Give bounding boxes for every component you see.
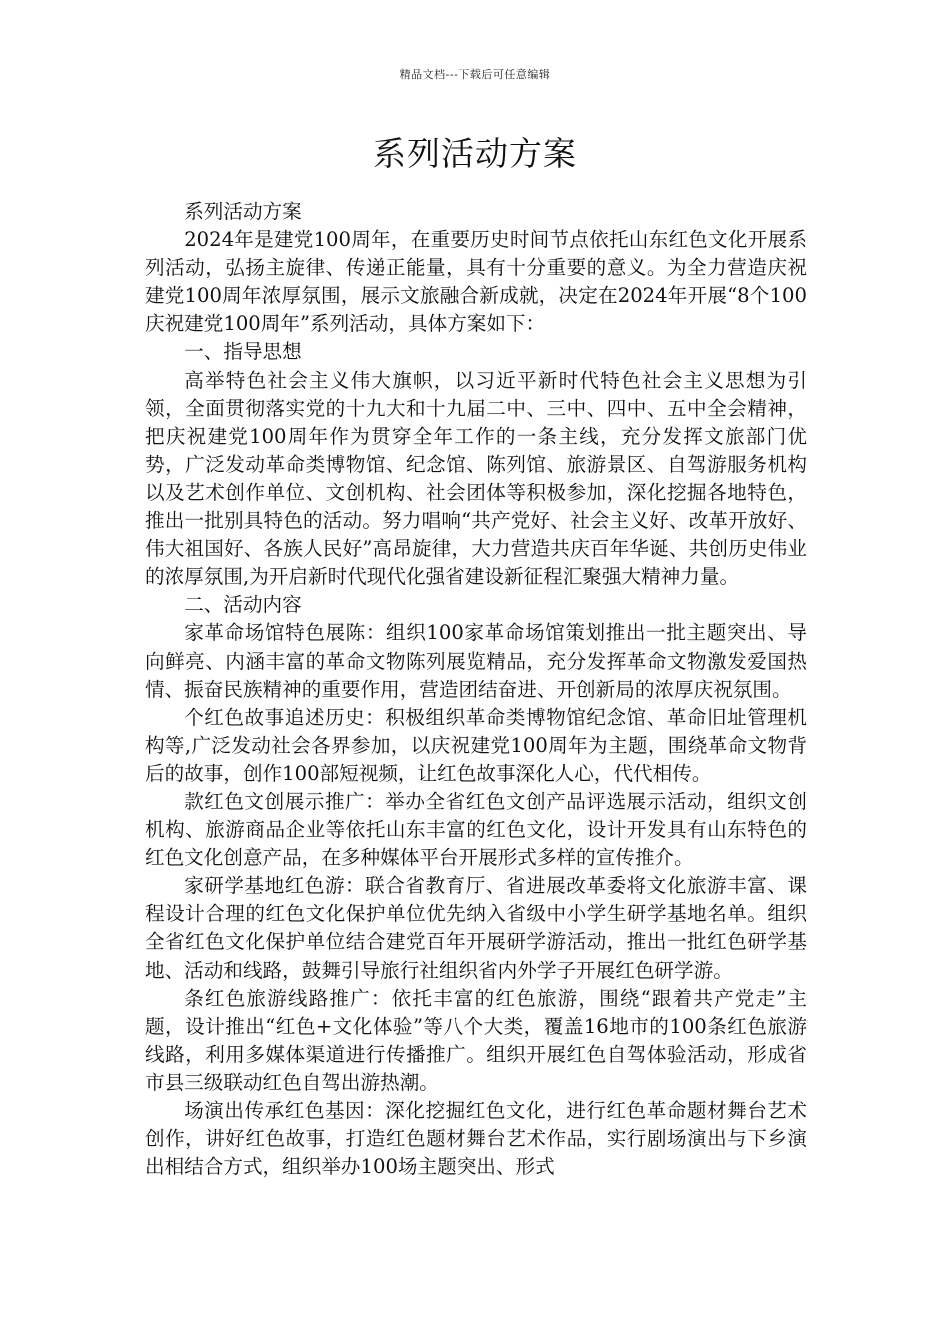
body-paragraph: 个红色故事追述历史：积极组织革命类博物馆纪念馆、革命旧址管理机构等,广泛发动社会各界参加，以庆祝建党100周年为主题，围绕革命文物背后的故事，创作100部短视频，让红色故事深化人心，代代相传。 <box>145 705 807 785</box>
document-body <box>145 198 807 1181</box>
section-heading: 一、指导思想 <box>184 340 302 364</box>
document-title: 系列活动方案 <box>373 134 577 173</box>
section-heading: 二、活动内容 <box>184 593 302 617</box>
body-paragraph: 2024年是建党100周年，在重要历史时间节点依托山东红色文化开展系列活动，弘扬主旋律、传递正能量，具有十分重要的意义。为全力营造庆祝建党100周年浓厚氛围，展示文旅融合新成就，决定在2024年开展“8个100庆祝建党100周年”系列活动，具体方案如下： <box>145 228 807 336</box>
body-paragraph: 条红色旅游线路推广：依托丰富的红色旅游，围绕“跟着共产党走”主题，设计推出“红色+文化体验”等八个大类，覆盖16地市的100条红色旅游线路，利用多媒体渠道进行传播推广。组织开展红色自驾体验活动，形成省市县三级联动红色自驾出游热潮。 <box>145 986 807 1094</box>
body-paragraph: 款红色文创展示推广：举办全省红色文创产品评选展示活动，组织文创机构、旅游商品企业等依托山东丰富的红色文化，设计开发具有山东特色的红色文化创意产品，在多种媒体平台开展形式多样的宣传推介。 <box>145 789 807 870</box>
body-paragraph: 家研学基地红色游：联合省教育厅、省进展改革委将文化旅游丰富、课程设计合理的红色文化保护单位优先纳入省级中小学生研学基地名单。组织全省红色文化保护单位结合建党百年开展研学游活动，推出一批红色研学基地、活动和线路，鼓舞引导旅行社组织省内外学子开展红色研学游。 <box>145 874 807 982</box>
body-paragraph: 场演出传承红色基因：深化挖掘红色文化，进行红色革命题材舞台艺术创作，讲好红色故事，打造红色题材舞台艺术作品，实行剧场演出与下乡演出相结合方式，组织举办100场主题突出、形式 <box>145 1099 807 1179</box>
body-paragraph: 家革命场馆特色展陈：组织100家革命场馆策划推出一批主题突出、导向鲜亮、内涵丰富的革命文物陈列展览精品，充分发挥革命文物激发爱国热情、振奋民族精神的重要作用，营造团结奋进、开创新局的浓厚庆祝氛围。 <box>145 621 807 701</box>
body-paragraph: 高举特色社会主义伟大旗帜，以习近平新时代特色社会主义思想为引领，全面贯彻落实党的十九大和十九届二中、三中、四中、五中全会精神，把庆祝建党100周年作为贯穿全年工作的一条主线，充分发挥文旅部门优势，广泛发动革命类博物馆、纪念馆、陈列馆、旅游景区、自驾游服务机构以及艺术创作单位、文创机构、社会团体等积极参加，深化挖掘各地特色，推出一批别具特色的活动。努力唱响“共产党好、社会主义好、改革开放好、伟大祖国好、各族人民好”高昂旋律，大力营造共庆百年华诞、共创历史伟业的浓厚氛围,为开启新时代现代化强省建设新征程汇聚强大精神力量。 <box>145 368 807 589</box>
body-paragraph: 系列活动方案 <box>184 200 302 223</box>
header-note: 精品文档---下载后可任意编辑 <box>399 68 551 81</box>
